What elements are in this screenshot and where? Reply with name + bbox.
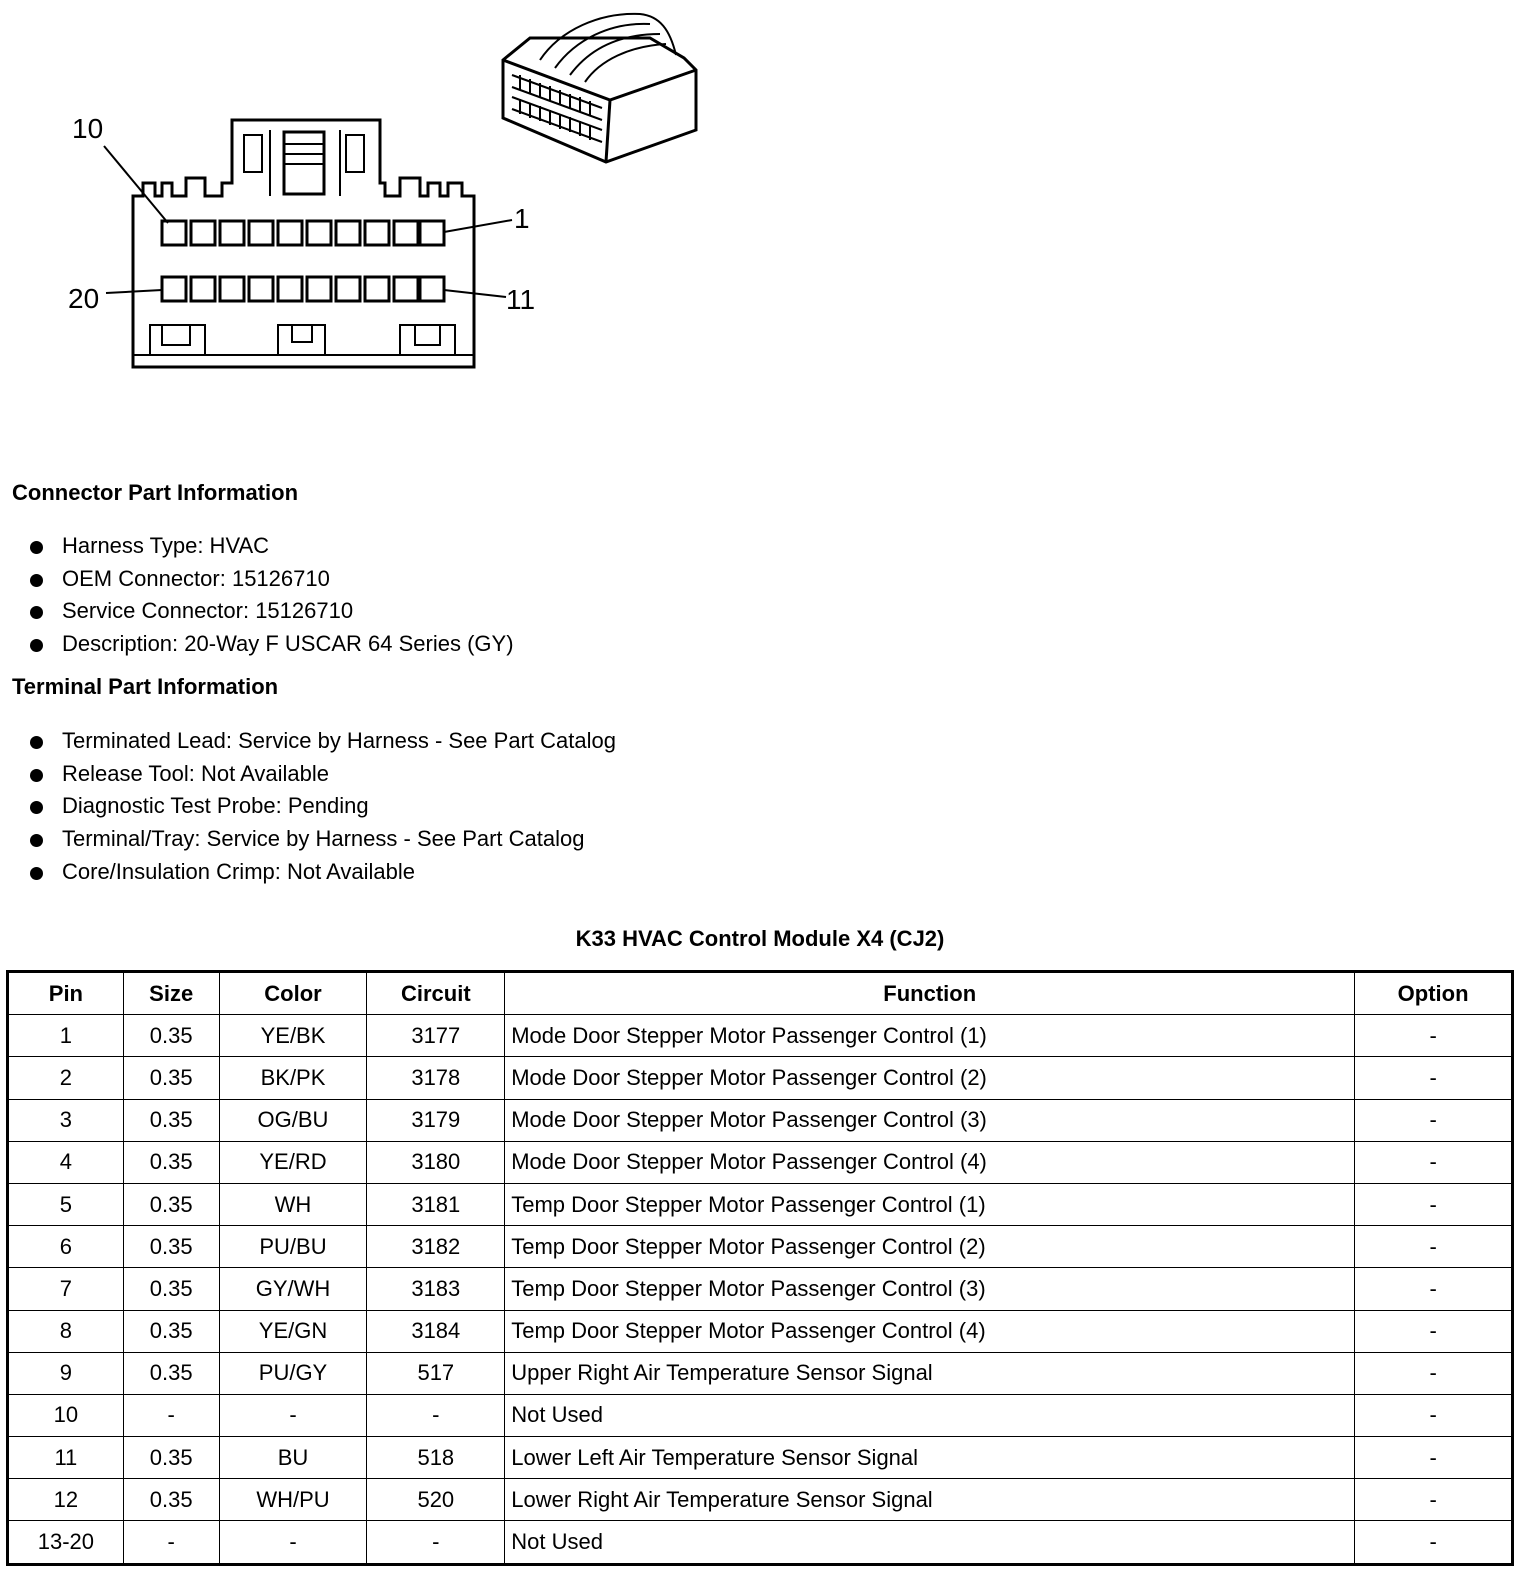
pin-table [6,970,1514,1566]
bullet-icon [30,867,43,880]
cell-circuit: 518 [367,1437,505,1479]
cell-size: 0.35 [123,1099,219,1141]
cell-size: 0.35 [123,1479,219,1521]
cell-color: - [219,1521,367,1564]
pin-row-top [162,221,444,245]
cell-circuit: 517 [367,1352,505,1394]
cell-color: BU [219,1437,367,1479]
table-row [8,1057,1513,1099]
table-row [8,1394,1513,1436]
pin-label-10: 10 [72,113,104,144]
cell-size: 0.35 [123,1015,219,1057]
header-function: Function [505,972,1355,1015]
cell-pin: 13-20 [8,1521,124,1564]
cell-function: Upper Right Air Temperature Sensor Signal [505,1352,1355,1394]
cell-size: 0.35 [123,1057,219,1099]
cell-option: - [1355,1183,1513,1225]
cell-function: Lower Left Air Temperature Sensor Signal [505,1437,1355,1479]
cell-function: Mode Door Stepper Motor Passenger Control (4) [505,1141,1355,1183]
bullet-icon [30,834,43,847]
terminal-part-info-heading: Terminal Part Information [12,674,279,699]
pin-label-20: 20 [68,283,100,314]
cell-circuit: 3180 [367,1141,505,1183]
cell-size: 0.35 [123,1352,219,1394]
connector-3d-illustration [503,14,696,162]
cell-circuit: 3183 [367,1268,505,1310]
list-item: Service Connector: 15126710 [30,595,514,628]
cell-color: YE/BK [219,1015,367,1057]
pin-row-bottom [162,277,444,301]
cell-color: WH [219,1183,367,1225]
cell-circuit: - [367,1394,505,1436]
cell-option: - [1355,1394,1513,1436]
bullet-icon [30,801,43,814]
table-row [8,1479,1513,1521]
cell-option: - [1355,1226,1513,1268]
cell-pin: 12 [8,1479,124,1521]
pin-label-1: 1 [514,203,530,234]
table-header-row [8,972,1513,1015]
header-option: Option [1355,972,1513,1015]
table-row [8,1141,1513,1183]
cell-color: YE/RD [219,1141,367,1183]
cell-circuit: 3184 [367,1310,505,1352]
cell-pin: 6 [8,1226,124,1268]
cell-size: 0.35 [123,1226,219,1268]
cell-color: GY/WH [219,1268,367,1310]
table-row [8,1437,1513,1479]
cell-color: WH/PU [219,1479,367,1521]
cell-function: Not Used [505,1394,1355,1436]
cell-function: Mode Door Stepper Motor Passenger Control (2) [505,1057,1355,1099]
table-row [8,1226,1513,1268]
cell-color: YE/GN [219,1310,367,1352]
table-row [8,1183,1513,1225]
list-item: Terminated Lead: Service by Harness - See Part Catalog [30,725,616,758]
cell-option: - [1355,1268,1513,1310]
table-row [8,1268,1513,1310]
cell-circuit: 520 [367,1479,505,1521]
cell-option: - [1355,1437,1513,1479]
cell-circuit: 3182 [367,1226,505,1268]
cell-pin: 10 [8,1394,124,1436]
header-size: Size [123,972,219,1015]
cell-circuit: 3179 [367,1099,505,1141]
list-item: Terminal/Tray: Service by Harness - See Part Catalog [30,823,616,856]
cell-function: Temp Door Stepper Motor Passenger Control (1) [505,1183,1355,1225]
cell-pin: 7 [8,1268,124,1310]
table-row [8,1310,1513,1352]
connector-part-info-list [30,530,514,661]
cell-circuit: 3181 [367,1183,505,1225]
bullet-icon [30,639,43,652]
bullet-icon [30,769,43,782]
header-pin: Pin [8,972,124,1015]
cell-pin: 3 [8,1099,124,1141]
cell-option: - [1355,1015,1513,1057]
bullet-icon [30,541,43,554]
cell-circuit: 3178 [367,1057,505,1099]
table-row [8,1521,1513,1564]
bullet-icon [30,736,43,749]
bullet-icon [30,606,43,619]
terminal-part-info-list [30,725,616,888]
cell-option: - [1355,1141,1513,1183]
table-row [8,1015,1513,1057]
pin-table-title: K33 HVAC Control Module X4 (CJ2) [575,926,945,951]
cell-color: PU/BU [219,1226,367,1268]
cell-circuit: 3177 [367,1015,505,1057]
cell-function: Temp Door Stepper Motor Passenger Control (4) [505,1310,1355,1352]
cell-size: 0.35 [123,1268,219,1310]
cell-option: - [1355,1521,1513,1564]
connector-diagram [0,0,1520,460]
cell-function: Temp Door Stepper Motor Passenger Control (2) [505,1226,1355,1268]
list-item: Core/Insulation Crimp: Not Available [30,856,616,889]
cell-color: BK/PK [219,1057,367,1099]
cell-pin: 1 [8,1015,124,1057]
cell-size: - [123,1521,219,1564]
cell-color: PU/GY [219,1352,367,1394]
cell-size: 0.35 [123,1141,219,1183]
cell-function: Lower Right Air Temperature Sensor Signal [505,1479,1355,1521]
cell-option: - [1355,1057,1513,1099]
cell-circuit: - [367,1521,505,1564]
cell-function: Mode Door Stepper Motor Passenger Control (3) [505,1099,1355,1141]
cell-size: 0.35 [123,1183,219,1225]
cell-pin: 4 [8,1141,124,1183]
cell-function: Not Used [505,1521,1355,1564]
cell-option: - [1355,1310,1513,1352]
bullet-icon [30,574,43,587]
cell-pin: 5 [8,1183,124,1225]
header-color: Color [219,972,367,1015]
list-item: Release Tool: Not Available [30,758,616,791]
cell-pin: 8 [8,1310,124,1352]
cell-color: OG/BU [219,1099,367,1141]
cell-size: 0.35 [123,1437,219,1479]
cell-pin: 11 [8,1437,124,1479]
cell-pin: 2 [8,1057,124,1099]
pin-label-11: 11 [506,284,536,315]
cell-color: - [219,1394,367,1436]
list-item: Description: 20-Way F USCAR 64 Series (GY) [30,628,514,661]
table-row [8,1352,1513,1394]
list-item: OEM Connector: 15126710 [30,563,514,596]
table-row [8,1099,1513,1141]
cell-option: - [1355,1479,1513,1521]
list-item: Harness Type: HVAC [30,530,514,563]
connector-part-info-heading: Connector Part Information [12,480,299,505]
cell-option: - [1355,1099,1513,1141]
cell-option: - [1355,1352,1513,1394]
cell-size: - [123,1394,219,1436]
header-circuit: Circuit [367,972,505,1015]
cell-function: Mode Door Stepper Motor Passenger Control (1) [505,1015,1355,1057]
cell-function: Temp Door Stepper Motor Passenger Control (3) [505,1268,1355,1310]
list-item: Diagnostic Test Probe: Pending [30,790,616,823]
cell-size: 0.35 [123,1310,219,1352]
cell-pin: 9 [8,1352,124,1394]
